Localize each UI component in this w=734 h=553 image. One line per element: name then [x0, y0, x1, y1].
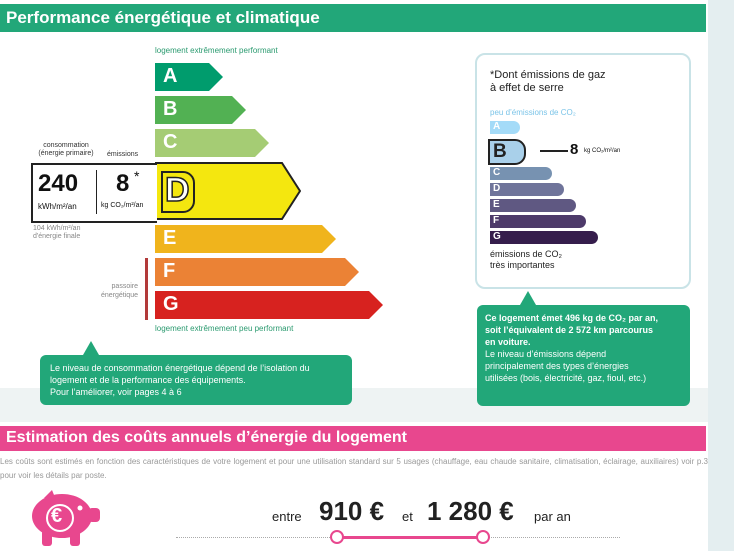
section-title: Performance énergétique et climatique: [6, 8, 320, 27]
ges-class-b-current: B: [488, 139, 526, 165]
dpe-class-e: E: [155, 225, 336, 253]
ges-tooltip-pointer: [520, 291, 536, 305]
emissions-value: 8: [116, 170, 130, 197]
consumption-divider: [96, 170, 97, 214]
consumption-label: consommation (énergie primaire): [38, 142, 94, 157]
consumption-value: 240: [38, 170, 79, 197]
dpe-top-label: logement extrêmement performant: [155, 46, 278, 55]
ges-class-g: G: [490, 231, 598, 244]
ges-top-label: peu d’émissions de CO₂: [490, 108, 576, 117]
dpe-class-b: B: [155, 96, 246, 124]
passoire-bracket: [145, 258, 148, 320]
range-et: et: [402, 509, 413, 524]
ges-tooltip-bold: Ce logement émet 496 kg de CO₂ par an, soit l’équivalent de 2 572 km parcourus en voiture.: [485, 313, 659, 347]
consumption-unit: kWh/m²/an: [38, 202, 77, 211]
ges-title: *Dont émissions de gaz à effet de serre: [490, 69, 606, 94]
dpe-class-d-current: [155, 162, 301, 220]
passoire-label: passoire énergétique: [101, 283, 138, 299]
ges-class-e: E: [490, 199, 576, 212]
dpe-class-c: C: [155, 129, 269, 157]
ges-class-f: F: [490, 215, 586, 228]
section-header-performance: [0, 4, 706, 32]
tooltip-pointer: [83, 341, 99, 355]
cost-range-bar: [336, 536, 482, 539]
range-entre: entre: [272, 509, 302, 524]
cost-min: 910 €: [319, 496, 385, 526]
section-title: Estimation des coûts annuels d’énergie du logement: [6, 429, 407, 446]
emissions-label: émissions: [107, 151, 139, 158]
emissions-unit: kg CO₂/m²/an: [101, 202, 144, 209]
euro-symbol: €: [51, 505, 63, 527]
dpe-info-tooltip: [40, 355, 352, 405]
cost-min-marker: [330, 530, 344, 544]
ges-unit: kg CO₂/m²/an: [584, 148, 621, 154]
ges-tooltip-text: Le niveau d’émissions dépend principalement des types d’énergies utilisées (bois, électricité, gaz, fioul, etc.): [485, 349, 647, 383]
piggy-bank-icon: [22, 488, 104, 548]
ges-class-c: C: [490, 167, 552, 180]
cost-max: 1 280 €: [427, 496, 514, 526]
right-margin-strip: [708, 0, 734, 551]
cost-max-marker: [476, 530, 490, 544]
final-energy-label: 104 kWh/m²/an d'énergie finale: [33, 225, 81, 240]
dpe-class-a: A: [155, 63, 223, 91]
ges-class-a: A: [490, 121, 520, 134]
dpe-tooltip-text: Le niveau de consommation énergétique dépend de l’isolation du logement et de la performance des équipements. Pour l’améliorer, voir pages 4 à 6: [50, 363, 310, 397]
dpe-class-g: G: [155, 291, 383, 319]
ges-bottom-label: émissions de CO₂ très importantes: [490, 249, 563, 270]
current-class-letter: D: [165, 171, 190, 209]
ges-info-tooltip: [477, 305, 690, 406]
range-par-an: par an: [534, 509, 571, 524]
emissions-star: *: [134, 168, 140, 184]
dpe-bottom-label: logement extrêmement peu performant: [155, 324, 294, 333]
ges-value: 8: [570, 141, 579, 158]
section-header-costs: [0, 426, 706, 451]
ges-class-d: D: [490, 183, 564, 196]
ges-value-line: [540, 150, 568, 152]
dpe-class-f: F: [155, 258, 359, 286]
costs-description: Les coûts sont estimés en fonction des caractéristiques de votre logement et pour une utilisation standard sur 5 usages (chauffage, eau chaude sanitaire, climatisation, éclairage, auxiliaires) voir p.3 pour voir les détails par poste.: [0, 457, 708, 480]
